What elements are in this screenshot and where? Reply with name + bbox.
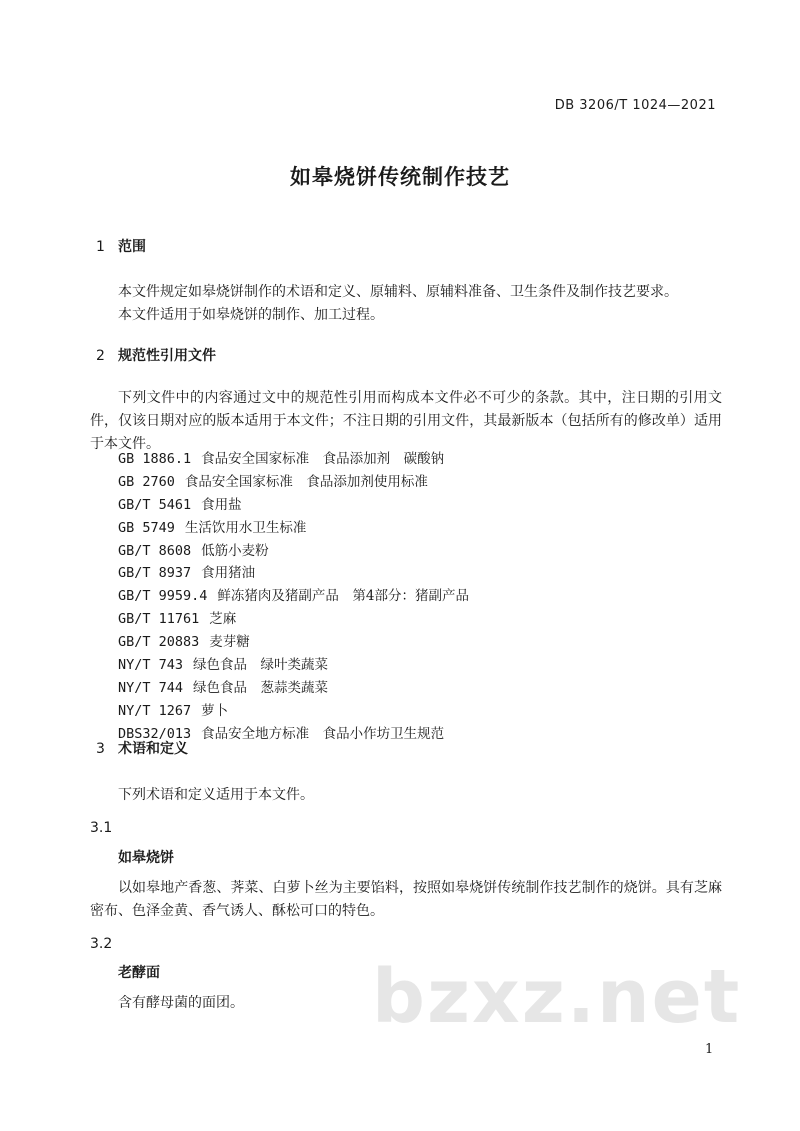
reference-item xyxy=(118,585,718,608)
reference-name: 萝卜 xyxy=(201,702,229,719)
reference-code: GB/T 20883 xyxy=(118,634,200,651)
reference-code: GB/T 9959.4 xyxy=(118,588,208,605)
references-intro: 下列文件中的内容通过文中的规范性引用而构成本文件必不可少的条款。其中，注日期的引用文件，仅该日期对应的版本适用于本文件；不注日期的引用文件，其最新版本（包括所有的修改单）适用于本文件。 xyxy=(90,390,722,452)
reference-name: 食品安全国家标准 食品添加剂 碳酸钠 xyxy=(201,451,445,467)
section-heading-terms xyxy=(96,738,188,761)
reference-item xyxy=(118,448,718,471)
reference-item xyxy=(118,677,718,700)
reference-code: NY/T 1267 xyxy=(118,702,192,719)
reference-code: GB/T 8608 xyxy=(118,542,192,559)
document-number: DB 3206/T 1024—2021 xyxy=(554,98,716,113)
terms-intro: 下列术语和定义适用于本文件。 xyxy=(118,787,314,803)
term-name: 老酵面 xyxy=(118,965,160,981)
scope-paragraph-1: 本文件规定如皋烧饼制作的术语和定义、原辅料、原辅料准备、卫生条件及制作技艺要求。 xyxy=(118,284,678,300)
reference-name: 鲜冻猪肉及猪副产品 第4部分：猪副产品 xyxy=(217,588,469,605)
term-number: 3.1 xyxy=(90,820,113,836)
reference-name: 食品安全国家标准 食品添加剂使用标准 xyxy=(184,473,428,490)
reference-item xyxy=(118,631,718,654)
reference-code: NY/T 743 xyxy=(118,657,184,674)
term-definition: 以如皋地产香葱、荠菜、白萝卜丝为主要馅料，按照如皋烧饼传统制作技艺制作的烧饼。具有芝麻密布、色泽金黄、香气诱人、酥松可口的特色。 xyxy=(90,880,722,919)
reference-code: GB 2760 xyxy=(118,473,175,490)
reference-name: 麦芽糖 xyxy=(209,634,250,651)
page-number: 1 xyxy=(705,1042,714,1057)
reference-item xyxy=(118,471,718,494)
reference-list xyxy=(118,448,718,746)
reference-item xyxy=(118,562,718,585)
reference-name: 绿色食品 葱蒜类蔬菜 xyxy=(193,679,329,696)
reference-name: 食用盐 xyxy=(201,496,242,513)
reference-code: GB/T 8937 xyxy=(118,565,192,582)
reference-item xyxy=(118,540,718,563)
section-number: 3 xyxy=(96,741,105,757)
reference-code: GB/T 11761 xyxy=(118,611,200,628)
reference-code: GB 5749 xyxy=(118,519,175,536)
reference-item xyxy=(118,654,718,677)
reference-item xyxy=(118,700,718,723)
document-title: 如皋烧饼传统制作技艺 xyxy=(290,165,510,189)
reference-code: NY/T 744 xyxy=(118,679,184,696)
reference-name: 生活饮用水卫生标准 xyxy=(184,519,307,536)
section-number: 2 xyxy=(96,348,105,364)
reference-code: GB/T 5461 xyxy=(118,496,192,513)
term-number: 3.2 xyxy=(90,936,113,952)
section-title: 范围 xyxy=(118,239,146,255)
section-heading-scope xyxy=(96,236,146,259)
term-name: 如皋烧饼 xyxy=(118,850,174,866)
section-title: 规范性引用文件 xyxy=(118,348,216,364)
reference-name: 绿色食品 绿叶类蔬菜 xyxy=(193,657,329,674)
reference-name: 芝麻 xyxy=(209,611,237,628)
reference-item xyxy=(118,517,718,540)
section-number: 1 xyxy=(96,239,105,255)
reference-code: GB 1886.1 xyxy=(118,451,192,467)
reference-name: 食用猪油 xyxy=(201,565,256,582)
reference-name: 低筋小麦粉 xyxy=(201,542,269,559)
reference-code: DBS32/013 xyxy=(118,725,192,742)
term-definition: 含有酵母菌的面团。 xyxy=(118,995,244,1011)
reference-name: 食品安全地方标准 食品小作坊卫生规范 xyxy=(201,725,445,742)
reference-item xyxy=(118,723,718,746)
scope-paragraph-2: 本文件适用于如皋烧饼的制作、加工过程。 xyxy=(118,307,384,323)
reference-item xyxy=(118,494,718,517)
watermark: bzxz.net xyxy=(372,954,742,1040)
section-heading-references xyxy=(96,345,216,368)
reference-item xyxy=(118,608,718,631)
section-title: 术语和定义 xyxy=(118,741,188,757)
